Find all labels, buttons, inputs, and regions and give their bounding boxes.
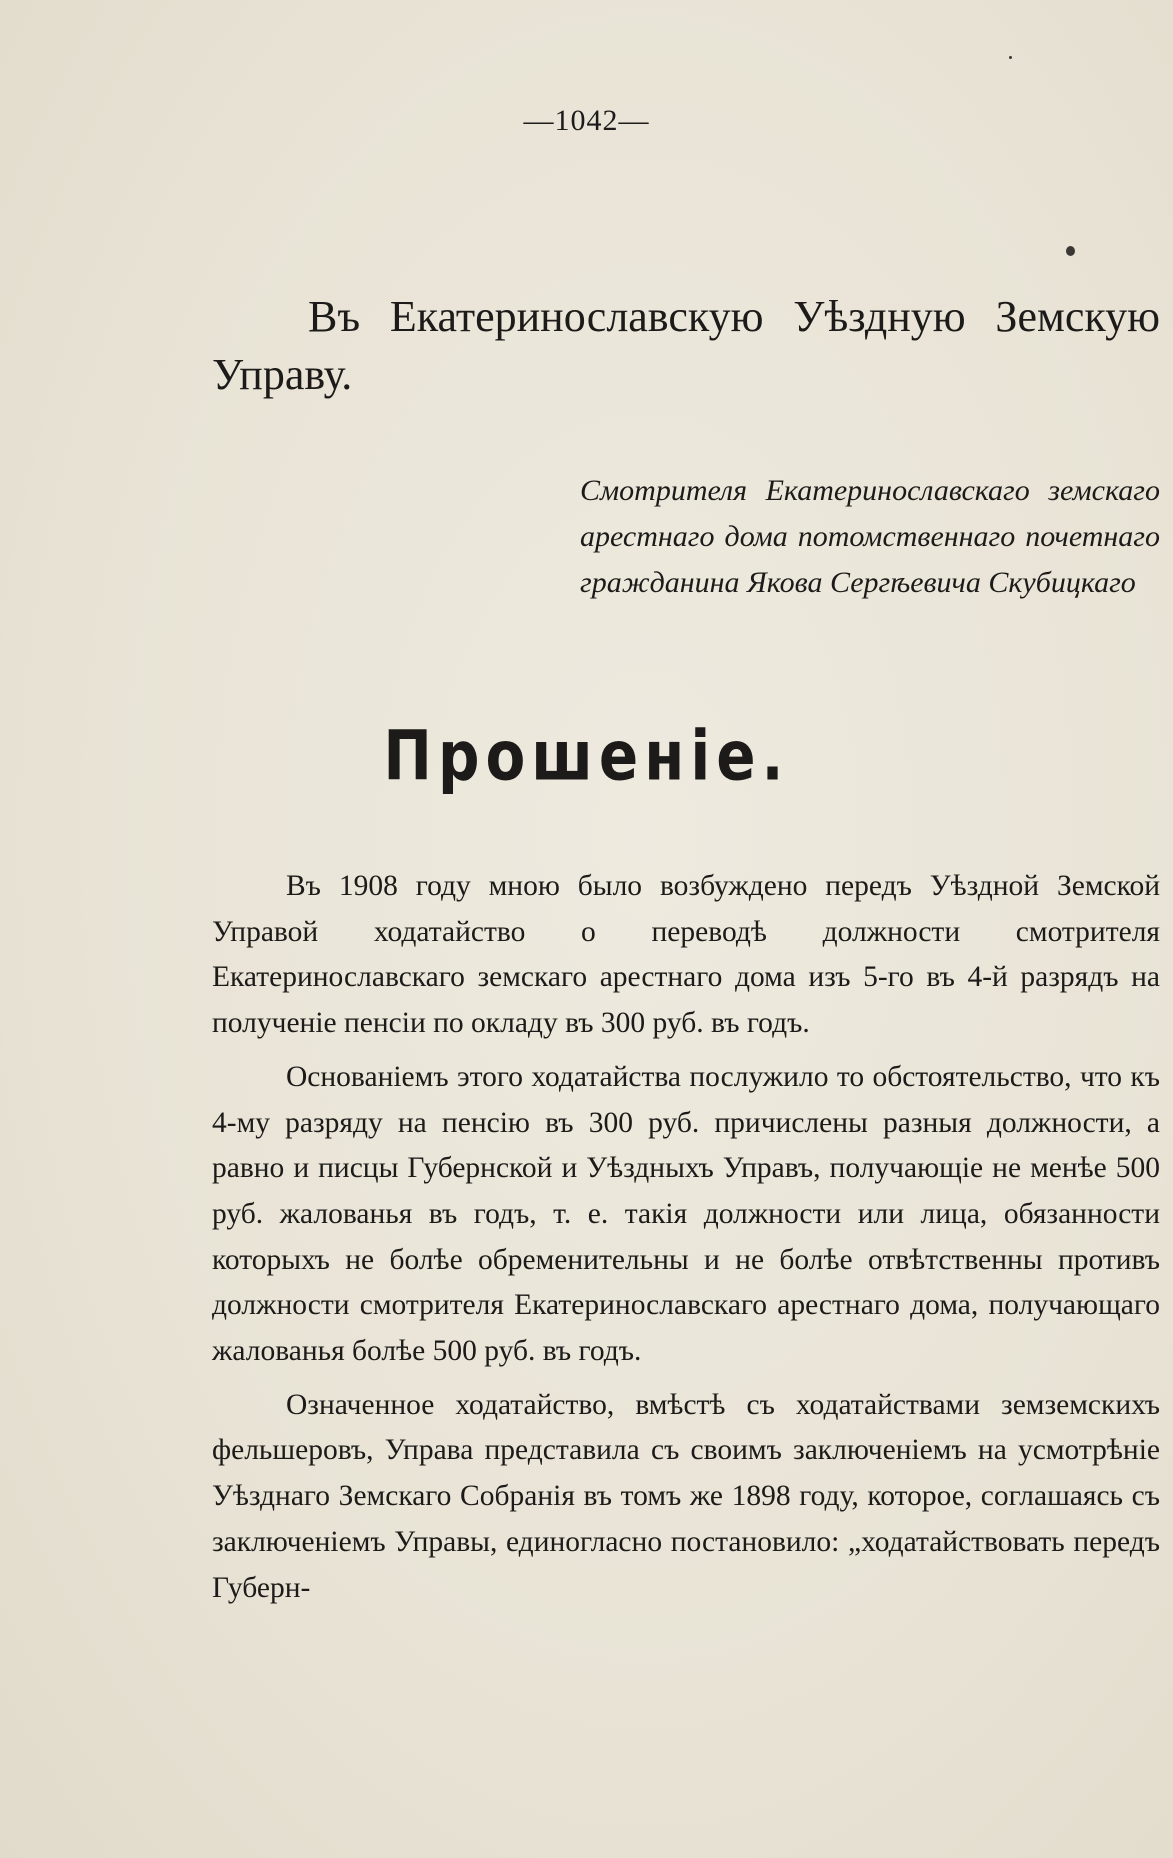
ink-speck: [1066, 246, 1075, 256]
body-text: [212, 864, 1160, 1611]
paragraph: Означенное ходатайство, вмѣстѣ съ ходатайствами земземскихъ фельшеровъ, Управа представила съ своимъ заключеніемъ на усмотрѣніе Уѣзднаго Земскаго Собранія въ томъ же 1898 году, которое, соглашаясь съ заключеніемъ Управы, единогласно постановило: „ходатайствовать передъ Губерн-: [212, 1388, 1160, 1604]
document-title: Прошеніе.: [383, 716, 790, 797]
sender-block: Смотрителя Екатеринославскаго земскаго арестнаго дома потомственнаго почетнаго гражданина Якова Сергѣевича Скубицкаго: [580, 474, 1160, 599]
paragraph: Въ 1908 году мною было возбуждено передъ Уѣздной Земской Управой ходатайство о переводѣ должности смотрителя Екатеринославскаго земскаго арестнаго дома изъ 5-го въ 4-й разрядъ на полученіе пенсіи по окладу въ 300 руб. въ годъ.: [212, 870, 1160, 1040]
addressee-heading: Въ Екатеринославскую Уѣздную Земскую Управу.: [212, 292, 1160, 399]
paragraph: Основаніемъ этого ходатайства послужило то обстоятельство, что къ 4-му разряду на пенсію въ 300 руб. причислены разныя должности, а равно и писцы Губернской и Уѣздныхъ Управъ, получающіе не менѣе 500 руб. жалованья въ годъ, т. е. такія должности или лица, обязанности которыхъ не болѣе обременительны и не болѣе отвѣтственны противъ должности смотрителя Екатеринославскаго арестнаго дома, получающаго жалованья болѣе 500 руб. въ годъ.: [212, 1060, 1160, 1368]
page-number: —1042—: [523, 104, 650, 137]
ink-speck: [1009, 56, 1012, 59]
